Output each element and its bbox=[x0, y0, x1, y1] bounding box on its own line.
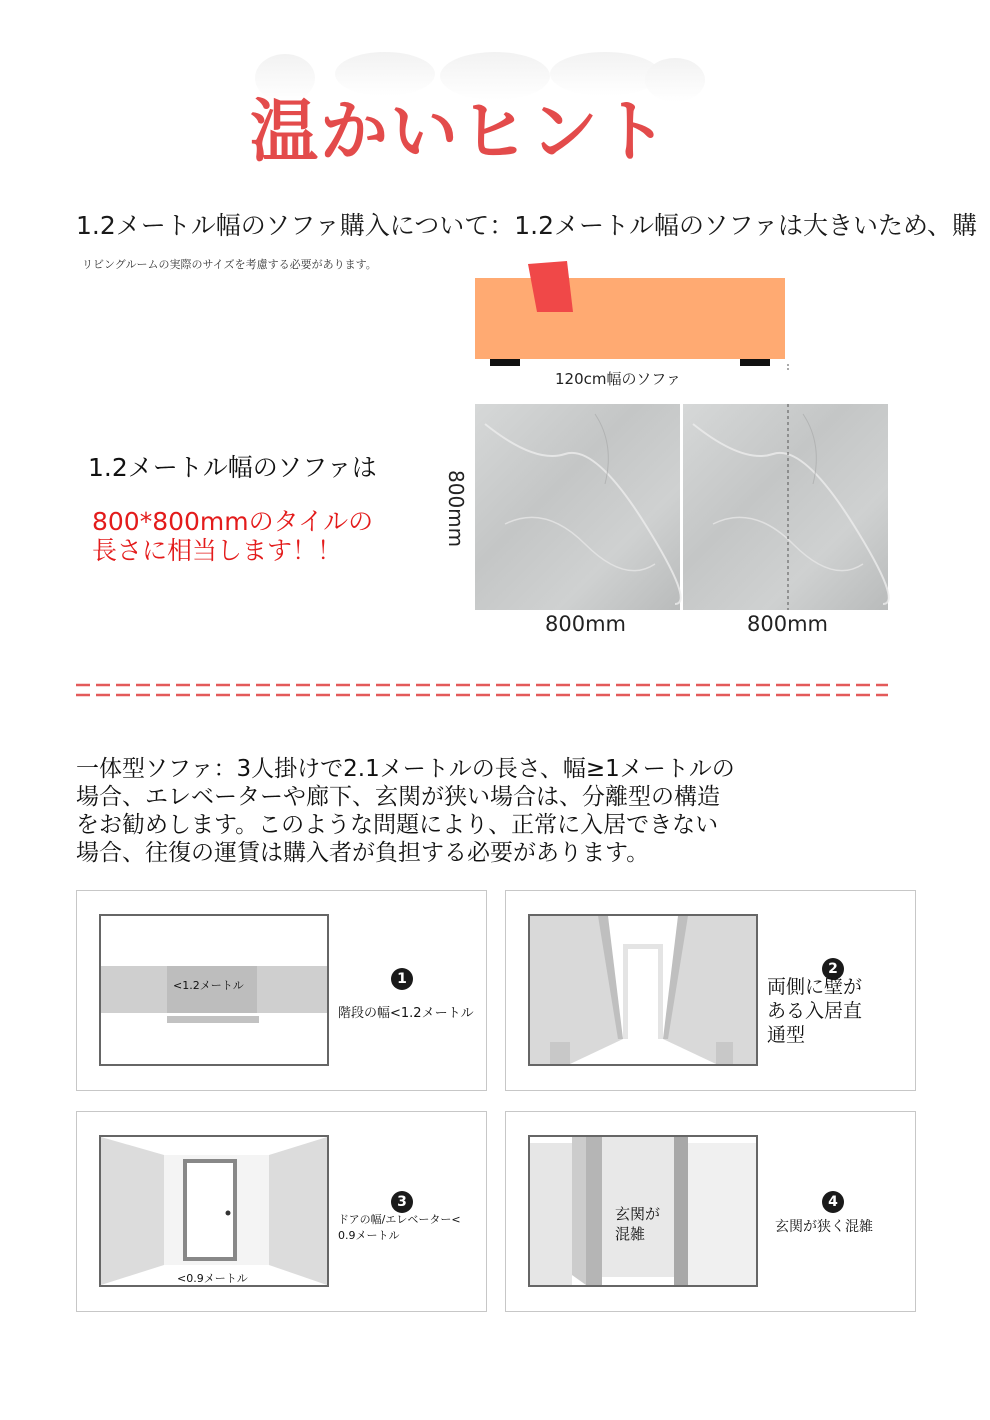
tile-height-label: 800mm bbox=[444, 470, 468, 548]
notice-paragraph bbox=[76, 755, 836, 867]
equivalence-highlight bbox=[92, 507, 373, 565]
equivalence-line-2: 800*800mmのタイルの bbox=[92, 507, 374, 536]
corridor-diagram bbox=[528, 914, 758, 1066]
step-number-4: 4 bbox=[822, 1191, 844, 1213]
notice-line-3: をお勧めします。このような問題により、正常に入居できない bbox=[76, 812, 719, 838]
sofa-illustration bbox=[475, 260, 795, 370]
equivalence-line-1: 1.2メートル幅のソファは bbox=[88, 453, 377, 482]
headline-text: 1.2メートル幅のソファ購入について：1.2メートル幅のソファは大きいため、購 bbox=[76, 211, 978, 240]
step-number-3: 3 bbox=[391, 1191, 413, 1213]
panel-entrance bbox=[505, 1111, 916, 1312]
tile-left bbox=[475, 404, 681, 610]
panel-corridor bbox=[505, 890, 916, 1091]
entrance-caption: 玄関が狭く混雑 bbox=[775, 1219, 873, 1235]
door-width-label: <0.9メートル bbox=[177, 1272, 248, 1285]
tile-width-label-right: 800mm bbox=[747, 612, 828, 636]
sub-note: リビングルームの実際のサイズを考慮する必要があります。 bbox=[82, 258, 377, 271]
panel-door bbox=[76, 1111, 487, 1312]
dashed-divider bbox=[76, 681, 888, 699]
tile-width-label-left: 800mm bbox=[545, 612, 626, 636]
stairs-caption: 階段の幅<1.2メートル bbox=[338, 1006, 474, 1021]
tile-right bbox=[683, 404, 889, 610]
marble-tiles bbox=[475, 404, 890, 612]
door-caption: ドアの幅/エレベーター< 0.9メートル bbox=[338, 1213, 461, 1242]
notice-line-2: 場合、エレベーターや廊下、玄関が狭い場合は、分離型の構造 bbox=[76, 784, 720, 810]
notice-line-1: 一体型ソファ：3人掛けで2.1メートルの長さ、幅≥1メートルの bbox=[76, 756, 735, 782]
panel-stairs bbox=[76, 890, 487, 1091]
sofa-leg-right bbox=[740, 359, 770, 366]
sofa-body bbox=[475, 278, 785, 359]
step-number-1: 1 bbox=[391, 968, 413, 990]
sofa-caption: 120cm幅のソファ bbox=[555, 370, 681, 388]
corridor-caption: 両側に壁が ある入居直 通型 bbox=[767, 976, 863, 1046]
step-number-2: 2 bbox=[822, 958, 844, 980]
entrance-inner-label: 玄関が 混雑 bbox=[615, 1205, 661, 1243]
page-title: 温かいヒント bbox=[250, 93, 671, 172]
door-diagram bbox=[99, 1135, 329, 1287]
sofa-leg-left bbox=[490, 359, 520, 366]
stairs-width-label: <1.2メートル bbox=[173, 979, 244, 992]
equivalence-line-3: 長さに相当します！！ bbox=[92, 536, 343, 565]
notice-line-4: 場合、往復の運賃は購入者が負担する必要があります。 bbox=[76, 840, 650, 866]
